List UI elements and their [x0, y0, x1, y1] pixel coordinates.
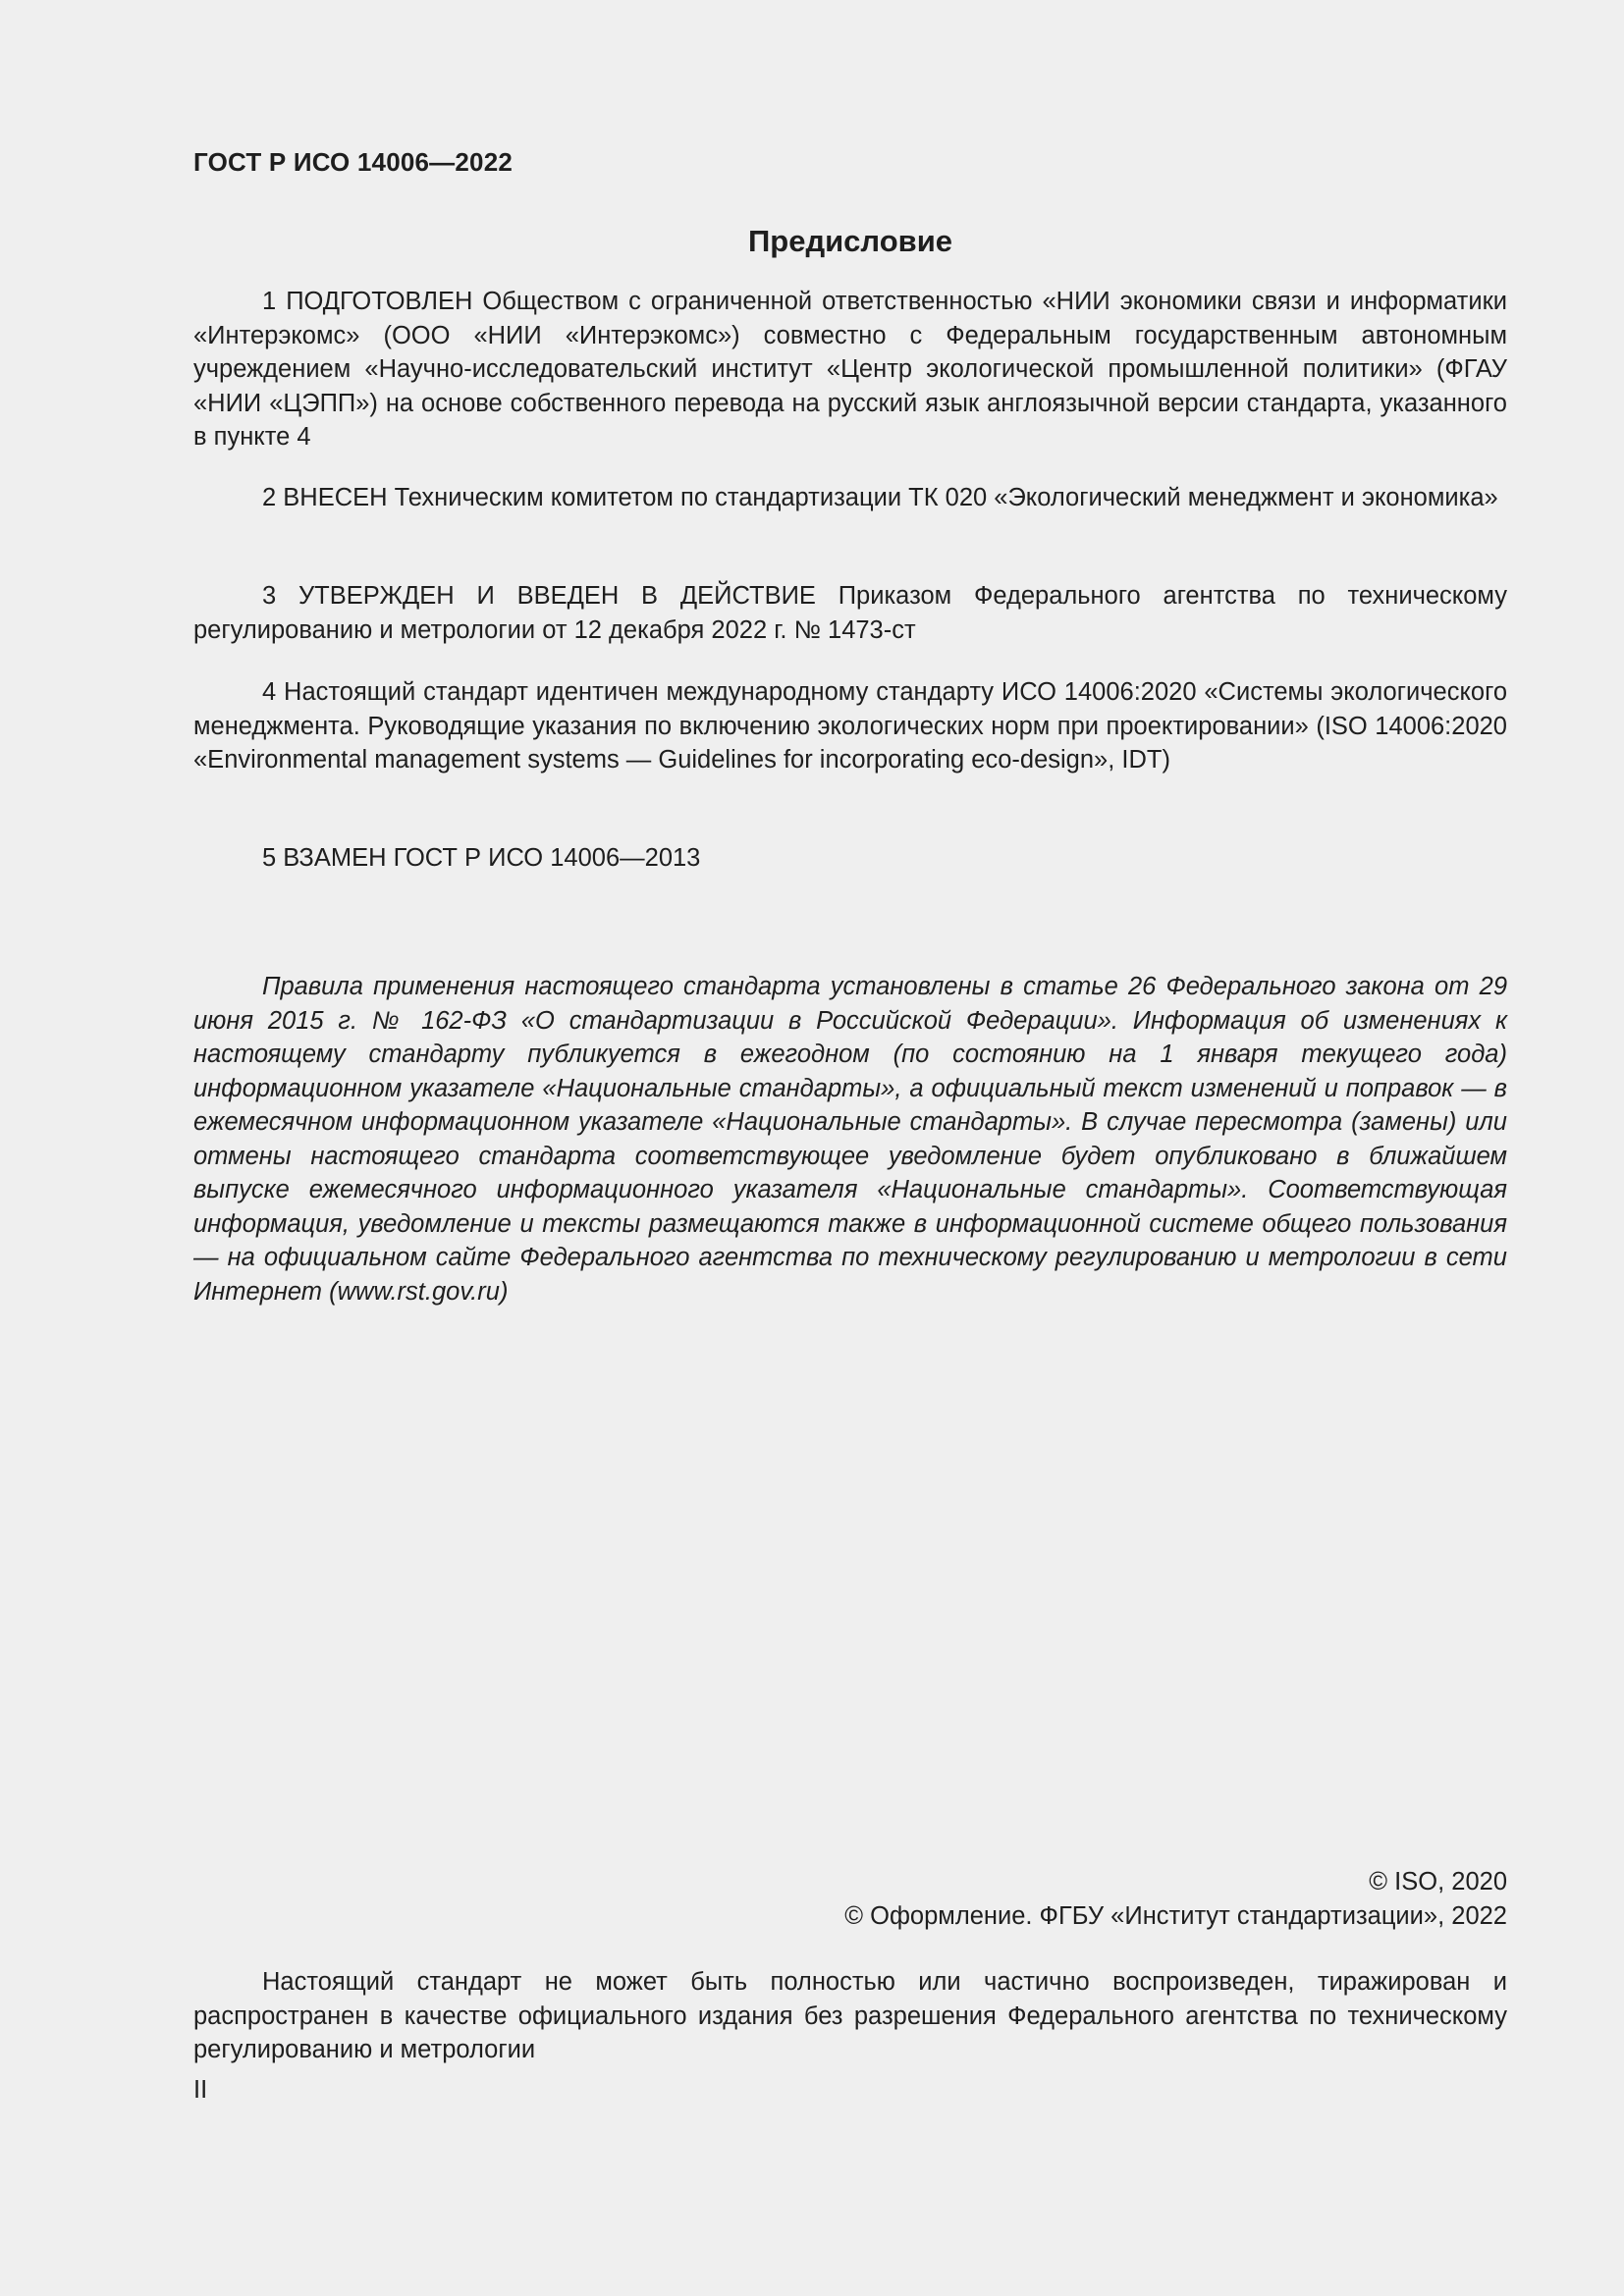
- foreword-paragraph-1: 1 ПОДГОТОВЛЕН Обществом с ограниченной ответственностью «НИИ экономики связи и информатики «Интерэкомс» (ООО «НИИ «Интерэкомс») совместно с Федеральным государственным автономным учреждением «Научно-исследовательский институт «Центр экологической промышленной политики» (ФГАУ «НИИ «ЦЭПП») на основе собственного перевода на русский язык англоязычной версии стандарта, указанного в пункте 4: [193, 288, 1507, 451]
- page-title: Предисловие: [747, 224, 952, 258]
- foreword-paragraph-5: 5 ВЗАМЕН ГОСТ Р ИСО 14006—2013: [262, 844, 701, 872]
- foreword-paragraph-3: 3 УТВЕРЖДЕН И ВВЕДЕН В ДЕЙСТВИЕ Приказом Федерального агентства по техническому регулированию и метрологии от 12 декабря 2022 г. № 1473-ст: [193, 582, 1507, 644]
- foreword-paragraph-2: 2 ВНЕСЕН Техническим комитетом по стандартизации ТК 020 «Экологический менеджмент и экономика»: [262, 484, 1498, 511]
- standard-code: ГОСТ Р ИСО 14006—2022: [193, 147, 514, 177]
- copyright-iso: © ISO, 2020: [1369, 1868, 1507, 1896]
- foreword-paragraph-4: 4 Настоящий стандарт идентичен международному стандарту ИСО 14006:2020 «Системы экологического менеджмента. Руководящие указания по включению экологических норм при проектировании» (ISO 14006:2020 «Environmental management systems — Guidelines for incorporating eco-design», IDT): [193, 678, 1507, 774]
- copyright-block: [193, 1865, 1507, 1933]
- page-number: II: [193, 2076, 208, 2104]
- reproduction-notice: Настоящий стандарт не может быть полностью или частично воспроизведен, тиражирован и распространен в качестве официального издания без разрешения Федерального агентства по техническому регулированию и метрологии: [193, 1968, 1507, 2063]
- rules-note: Правила применения настоящего стандарта установлены в статье 26 Федерального закона от 29 июня 2015 г. № 162-ФЗ «О стандартизации в Российской Федерации». Информация об изменениях к настоящему стандарту публикуется в ежегодном (по состоянию на 1 января текущего года) информационном указателе «Национальные стандарты», а официальный текст изменений и поправок — в ежемесячном информационном указателе «Национальные стандарты». В случае пересмотра (замены) или отмены настоящего стандарта соответствующее уведомление будет опубликовано в ближайшем выпуске ежемесячного информационного указателя «Национальные стандарты». Соответствующая информация, уведомление и тексты размещаются также в информационной системе общего пользования — на официальном сайте Федерального агентства по техническому регулированию и метрологии в сети Интернет (www.rst.gov.ru): [193, 973, 1507, 1306]
- copyright-design: © Оформление. ФГБУ «Институт стандартизации», 2022: [844, 1901, 1507, 1930]
